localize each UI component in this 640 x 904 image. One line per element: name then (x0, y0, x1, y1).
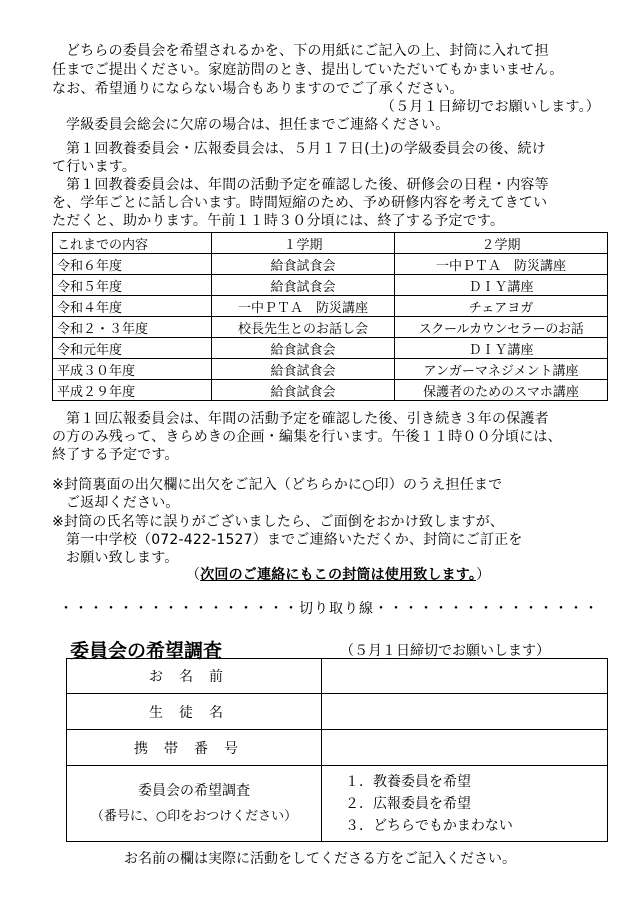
table-cell-term1: 給食試食会 (212, 380, 395, 401)
table-row (53, 296, 608, 317)
table-cell-year: 令和６年度 (53, 254, 212, 275)
reuse-open-paren: （ (186, 567, 201, 583)
table-cell-term2: 一中ＰＴＡ 防災講座 (395, 254, 608, 275)
table-cell-term1: 給食試食会 (212, 359, 395, 380)
intro-p3-line3: ただくと、助かります。午前１１時３０分頃には、終了する予定です。 (52, 213, 505, 229)
table-row (53, 338, 608, 359)
intro-p3-line1: 第１回教養委員会は、年間の活動予定を確認した後、研修会の日程・内容等 (66, 177, 549, 193)
table-row (53, 380, 608, 401)
table-cell-term2: アンガーマネジメント講座 (395, 359, 608, 380)
table-cell-term1: 給食試食会 (212, 254, 395, 275)
form-row-student (67, 694, 608, 730)
pr-line2: の方のみ残って、きらめきの企画・編集を行います。午後１１時００分頃には、 (52, 429, 562, 445)
note1-line1: ※封筒裏面の出欠欄に出欠をご記入（どちらかに○印）のうえ担任まで (52, 477, 503, 493)
table-header-row (53, 233, 608, 254)
table-header-cell: これまでの内容 (53, 233, 212, 254)
option-pr[interactable]: ２．広報委員を希望 (345, 795, 471, 812)
absence-note: 学級委員会総会に欠席の場合は、担任までご連絡ください。 (66, 117, 450, 133)
note2-line3: お願い致します。 (66, 550, 179, 566)
intro-p2-line1: 第１回教養委員会・広報委員会は、５月１７日(土)の学級委員会の後、続け (66, 141, 546, 157)
choice-label-instruction: （番号に、○印をおつけください） (90, 808, 298, 824)
name-label: お名前 (67, 659, 322, 694)
note1-line2: ご返却ください。 (66, 495, 180, 511)
note2-line2: 第一中学校（072-422-1527）までご連絡いただくか、封筒にご訂正を (66, 532, 523, 548)
table-row (53, 359, 608, 380)
form-row-choice (67, 766, 608, 842)
table-cell-year: 令和元年度 (53, 338, 212, 359)
survey-form (66, 658, 608, 842)
student-name-field[interactable] (322, 694, 608, 730)
intro-p1-line3: なお、希望通りにならない場合もありますのでご了承ください。 (52, 81, 464, 97)
cut-line: ・・・・・・・・・・・・・・・・切り取り線・・・・・・・・・・・・・・・ (59, 601, 599, 617)
table-header-cell: １学期 (212, 233, 395, 254)
form-row-phone (67, 730, 608, 766)
form-row-name (67, 659, 608, 694)
reuse-note (186, 566, 600, 584)
survey-title: 委員会の希望調査 (70, 640, 223, 662)
pr-line1: 第１回広報委員会は、年間の活動予定を確認した後、引き続き３年の保護者 (66, 411, 549, 427)
note2-line1: ※封筒の氏名等に誤りがございましたら、ご面倒をおかけ致しますが、 (52, 514, 505, 530)
survey-deadline: （５月１日締切でお願いします） (340, 643, 550, 659)
table-cell-term1: 給食試食会 (212, 338, 395, 359)
intro-p2-line2: て行います。 (52, 159, 137, 175)
table-cell-year: 令和４年度 (53, 296, 212, 317)
table-cell-term1: 一中ＰＴＡ 防災講座 (212, 296, 395, 317)
reuse-note-text: 次回のご連絡にもこの封筒は使用致します。 (200, 567, 477, 583)
table-cell-year: 令和５年度 (53, 275, 212, 296)
table-cell-term2: 保護者のためのスマホ講座 (395, 380, 608, 401)
table-cell-year: 令和２・３年度 (53, 317, 212, 338)
footer-note: お名前の欄は実際に活動をしてくださる方をご記入ください。 (124, 851, 516, 867)
history-table (52, 232, 608, 401)
table-cell-term1: 給食試食会 (212, 275, 395, 296)
option-either[interactable]: ３．どちらでもかまわない (345, 817, 513, 834)
table-cell-term2: チェアヨガ (395, 296, 608, 317)
table-row (53, 317, 608, 338)
pr-line3: 終了する予定です。 (52, 447, 179, 463)
phone-field[interactable] (322, 730, 608, 766)
intro-p1-line2: 任までご提出ください。家庭訪問のとき、提出していただいてもかまいません。 (52, 62, 564, 78)
table-header-cell: ２学期 (395, 233, 608, 254)
table-row (53, 254, 608, 275)
table-cell-term1: 校長先生とのお話し会 (212, 317, 395, 338)
intro-p1-line1: どちらの委員会を希望されるかを、下の用紙にご記入の上、封筒に入れて担 (66, 43, 549, 59)
student-name-label: 生徒名 (67, 694, 322, 730)
table-cell-year: 平成３０年度 (53, 359, 212, 380)
table-row (53, 275, 608, 296)
choice-options (322, 766, 608, 842)
choice-label (67, 766, 322, 842)
name-field[interactable] (322, 659, 608, 694)
intro-p3-line2: を、学年ごとに話し合います。時間短縮のため、予め研修内容を考えてきてい (52, 195, 548, 211)
option-education[interactable]: １．教養委員を希望 (345, 773, 471, 790)
choice-label-title: 委員会の希望調査 (138, 782, 250, 799)
table-cell-term2: ＤＩＹ講座 (395, 338, 608, 359)
phone-label: 携帯番号 (67, 730, 322, 766)
reuse-close-paren: ） (476, 567, 491, 583)
table-cell-year: 平成２９年度 (53, 380, 212, 401)
table-cell-term2: ＤＩＹ講座 (395, 275, 608, 296)
deadline-note: （５月１日締切でお願いします。） (380, 99, 600, 115)
table-cell-term2: スクールカウンセラーのお話 (395, 317, 608, 338)
